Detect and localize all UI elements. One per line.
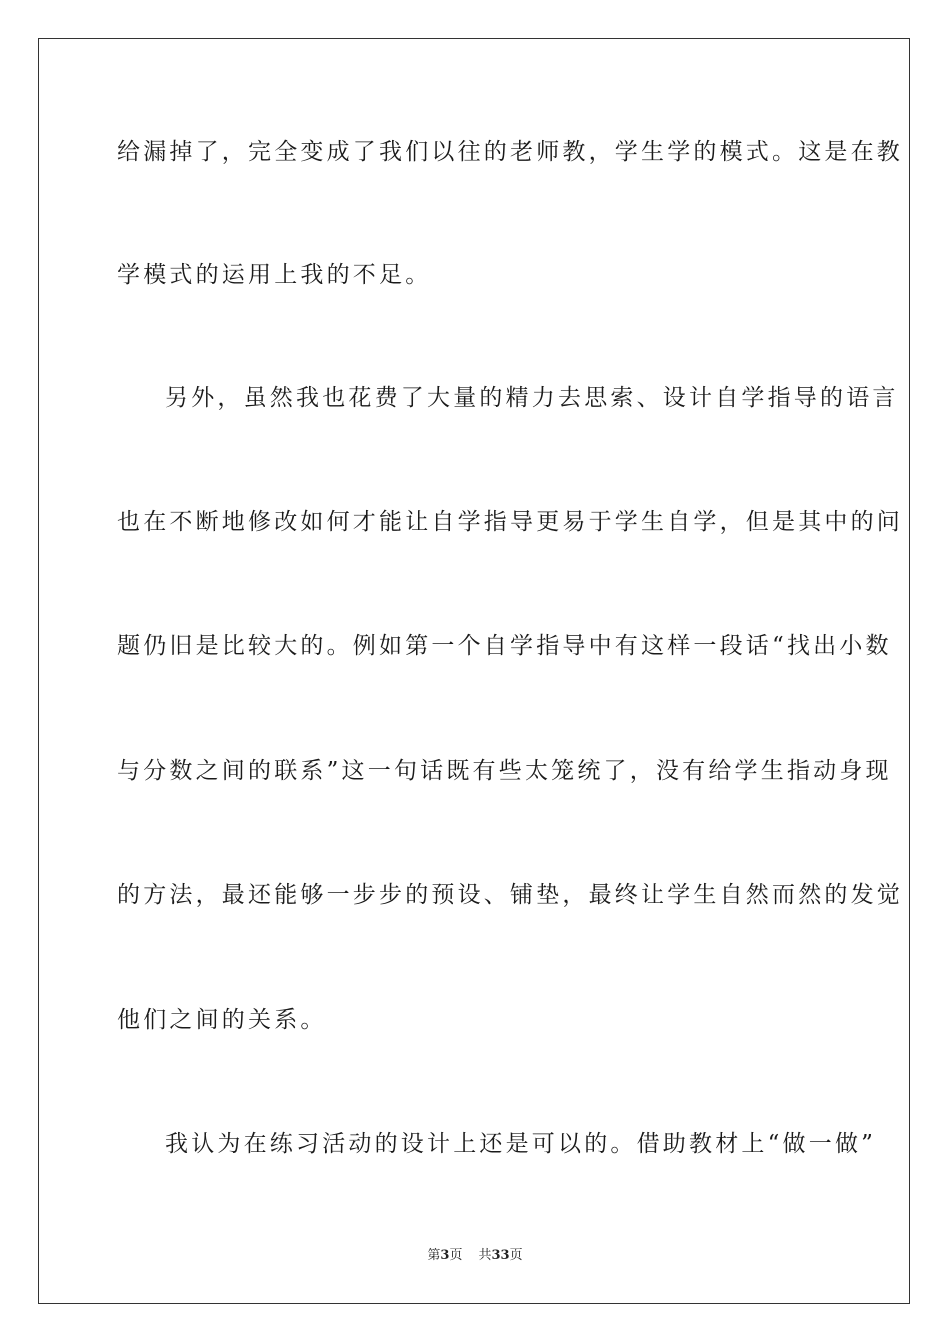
text-line: 题仍旧是比较大的。例如第一个自学指导中有这样一段话“找出小数	[117, 633, 892, 659]
paragraph-start-line: 另外，虽然我也花费了大量的精力去思索、设计自学指导的语言	[165, 385, 899, 411]
text-line: 与分数之间的联系”这一句话既有些太笼统了，没有给学生指动身现	[117, 758, 892, 784]
page-prefix: 第	[427, 1248, 441, 1263]
text-line: 给漏掉了，完全变成了我们以往的老师教，学生学的模式。这是在教	[117, 139, 903, 165]
text-line: 学模式的运用上我的不足。	[117, 262, 432, 288]
page-number: 3	[440, 1248, 450, 1263]
text-line: 他们之间的关系。	[117, 1007, 327, 1033]
text-line: 也在不断地修改如何才能让自学指导更易于学生自学，但是其中的问	[117, 509, 903, 535]
total-prefix: 共	[478, 1248, 492, 1263]
page-suffix: 页	[449, 1248, 463, 1263]
text-line: 的方法，最还能够一步步的预设、铺垫，最终让学生自然而然的发觉	[117, 882, 903, 908]
total-pages: 33	[491, 1248, 510, 1263]
paragraph-start-line: 我认为在练习活动的设计上还是可以的。借助教材上“做一做”	[165, 1131, 877, 1157]
page-footer	[0, 1248, 950, 1264]
page-frame	[38, 38, 910, 1304]
total-suffix: 页	[509, 1248, 523, 1263]
